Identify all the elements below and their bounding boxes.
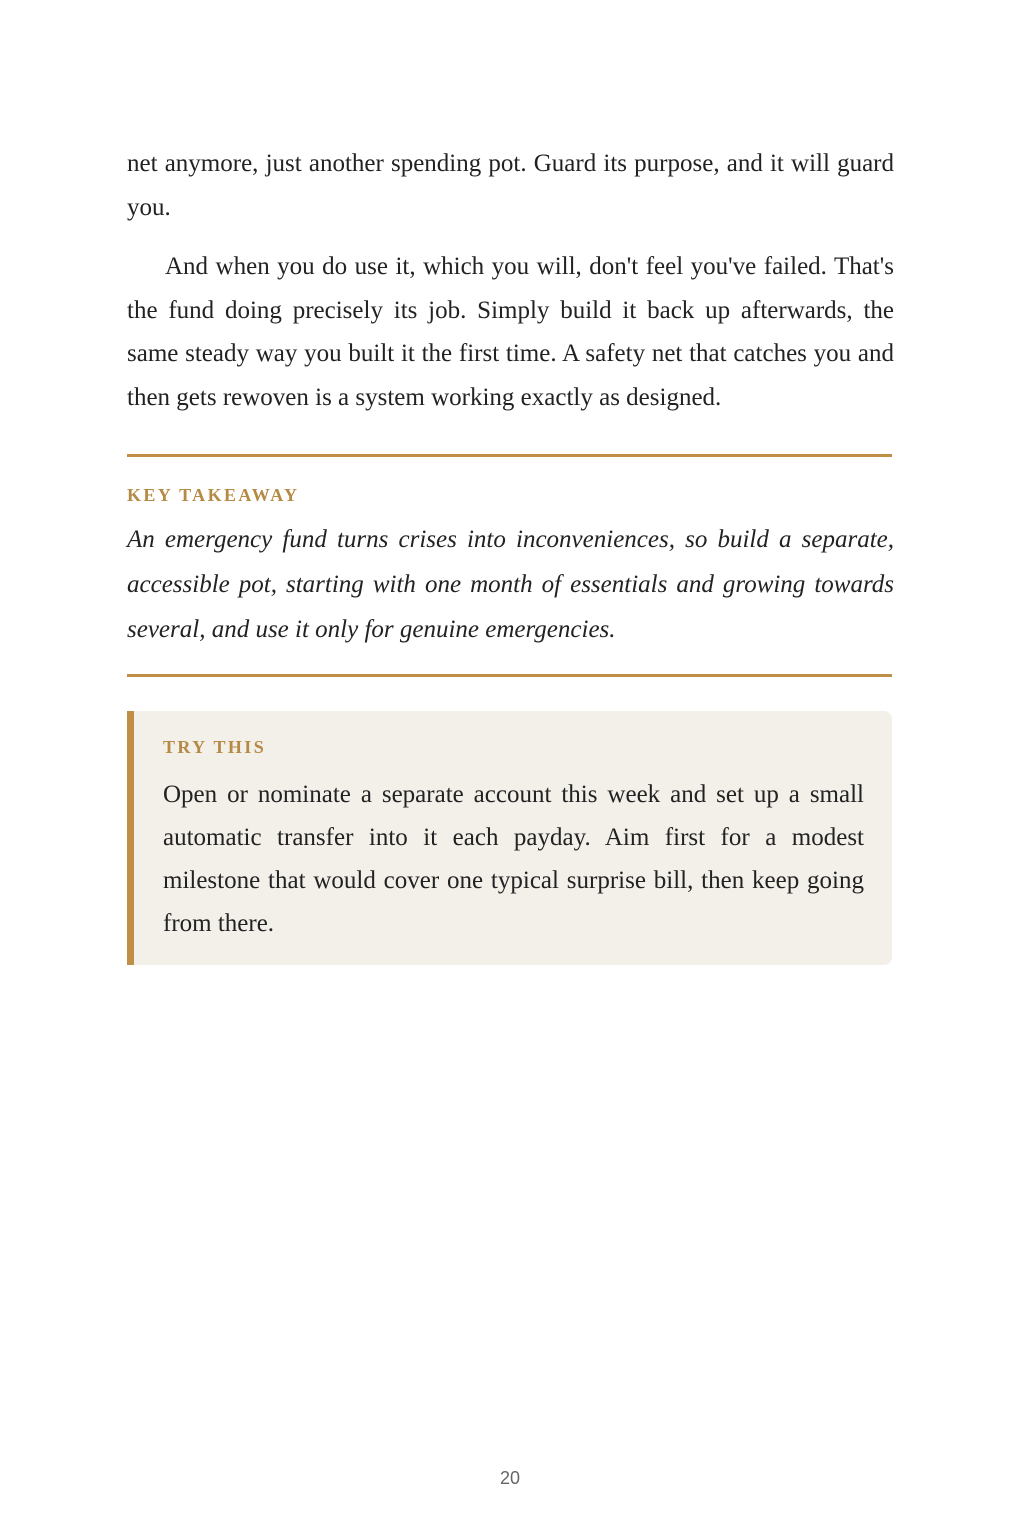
key-takeaway-text: An emergency fund turns crises into inconveniences, so build a separate, accessible pot, starting with one month of essentials and growing towards several, and use it only for genuine emergencies. <box>127 526 894 643</box>
key-takeaway-box <box>127 454 892 677</box>
try-this-label: TRY THIS <box>163 737 267 757</box>
try-this-callout <box>127 711 892 965</box>
body-paragraph: And when you do use it, which you will, don't feel you've failed. That's the fund doing precisely its job. Simply build it back up afterwards, the same steady way you built it the first time. A safety net that catches you and then gets rewoven is a system working exactly as designed. <box>127 253 894 411</box>
page-number: 20 <box>499 1468 521 1488</box>
key-takeaway-label: KEY TAKEAWAY <box>127 485 300 505</box>
body-paragraph-continued: net anymore, just another spending pot. Guard its purpose, and it will guard you. <box>127 150 894 221</box>
try-this-text: Open or nominate a separate account this week and set up a small automatic transfer into it each payday. Aim first for a modest milestone that would cover one typical surprise bill, then keep going from there. <box>163 781 864 937</box>
page-content <box>127 142 894 965</box>
